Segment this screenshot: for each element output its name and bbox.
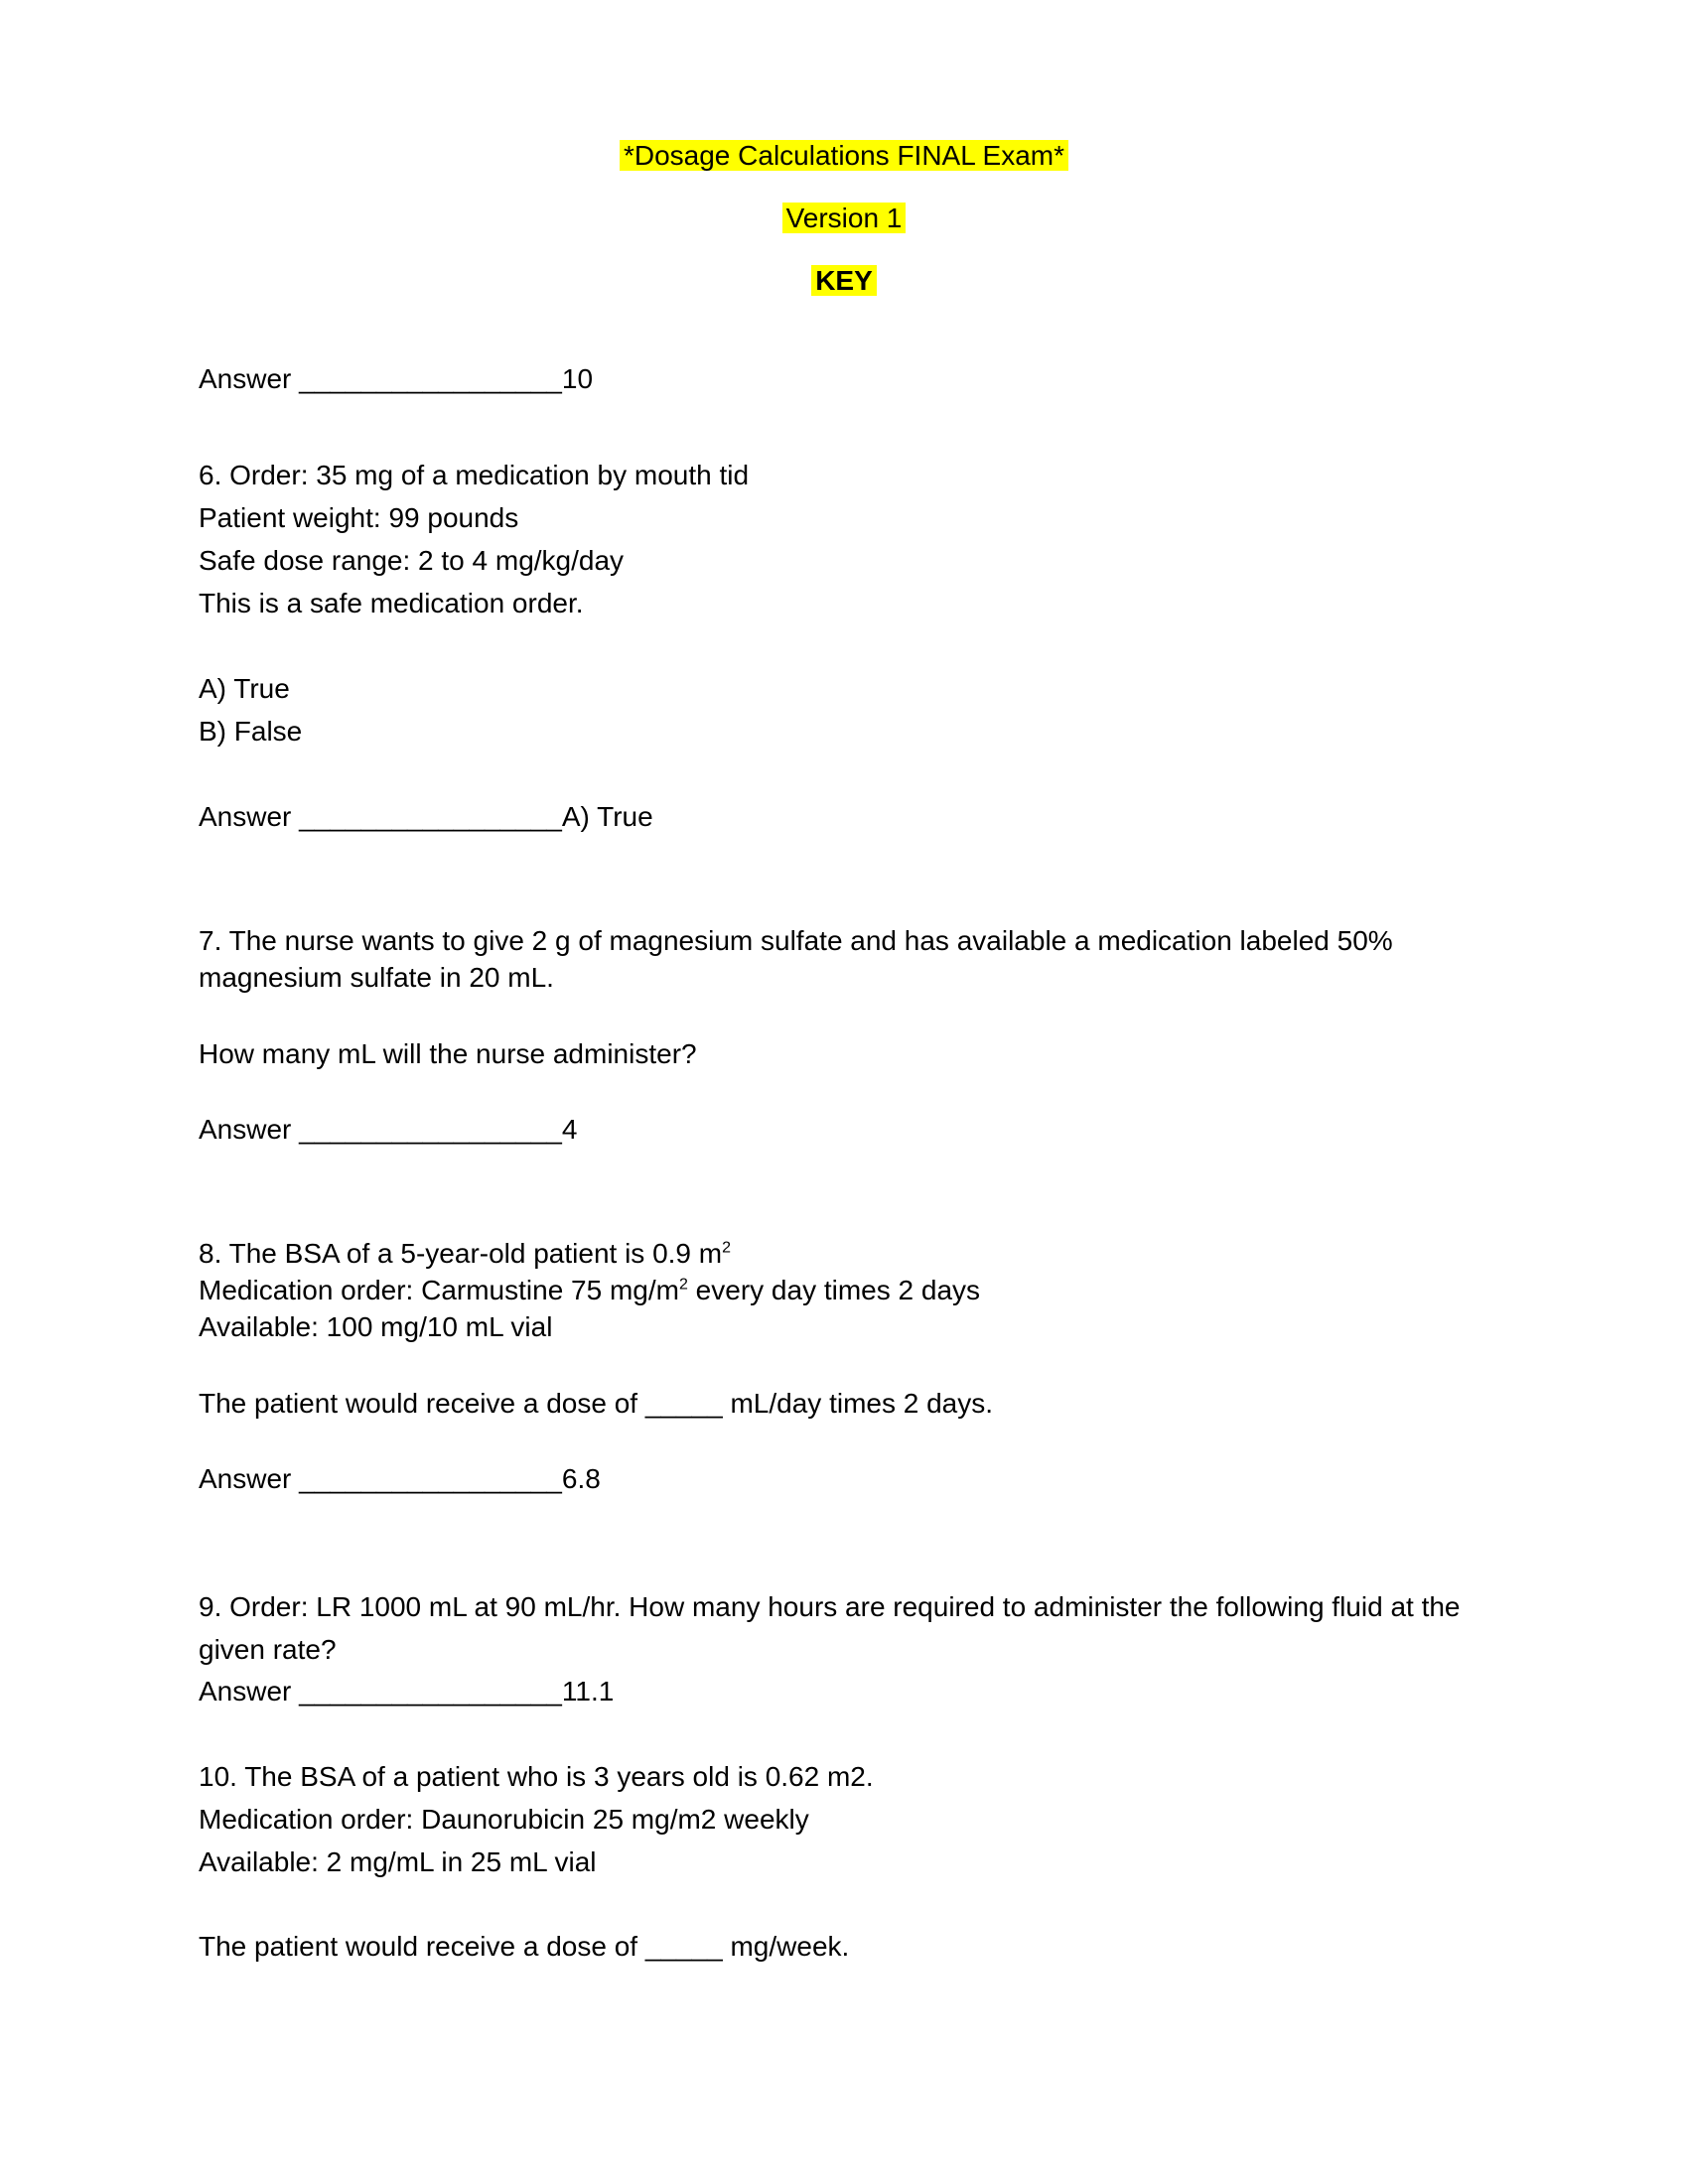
q8-available: Available: 100 mg/10 mL vial <box>199 1311 553 1342</box>
key-line <box>0 263 1688 299</box>
q6-order: 6. Order: 35 mg of a medication by mouth tid <box>199 460 750 490</box>
exam-title: *Dosage Calculations FINAL Exam* <box>620 140 1068 171</box>
q10-available: Available: 2 mg/mL in 25 mL vial <box>199 1846 597 1877</box>
q8-order <box>199 1273 980 1308</box>
exam-title-line <box>0 138 1688 174</box>
exam-version: Version 1 <box>782 203 907 233</box>
q6-option-a: A) True <box>199 673 290 704</box>
answer-q7: Answer _________________4 <box>199 1114 578 1145</box>
q6-range: Safe dose range: 2 to 4 mg/kg/day <box>199 545 625 576</box>
q8-line1-superscript: 2 <box>722 1239 732 1257</box>
q8-line1 <box>199 1236 731 1272</box>
answer-q9: Answer _________________11.1 <box>199 1676 615 1706</box>
q6-weight: Patient weight: 99 pounds <box>199 502 519 533</box>
q9-line1: 9. Order: LR 1000 mL at 90 mL/hr. How many hours are required to administer the following fluid at the <box>199 1591 1461 1622</box>
q6-option-b: B) False <box>199 716 303 747</box>
answer-q5: Answer _________________10 <box>199 363 594 394</box>
q8-order-superscript: 2 <box>678 1276 688 1294</box>
q9-line2: given rate? <box>199 1634 337 1665</box>
exam-key-label: KEY <box>811 265 877 296</box>
q7-question: How many mL will the nurse administer? <box>199 1038 697 1069</box>
q10-question: The patient would receive a dose of _____ mg/week. <box>199 1931 850 1962</box>
answer-q6: Answer _________________A) True <box>199 801 653 832</box>
q8-order-suffix: every day times 2 days <box>687 1275 981 1305</box>
q10-order: Medication order: Daunorubicin 25 mg/m2 weekly <box>199 1804 809 1835</box>
version-line <box>0 201 1688 236</box>
q7-line2: magnesium sulfate in 20 mL. <box>199 962 554 993</box>
answer-q8: Answer _________________6.8 <box>199 1463 601 1494</box>
q6-statement: This is a safe medication order. <box>199 588 584 618</box>
q8-line1-text: 8. The BSA of a 5-year-old patient is 0.9 m <box>199 1238 723 1269</box>
q7-line1: 7. The nurse wants to give 2 g of magnesium sulfate and has available a medication labeled 50% <box>199 925 1393 956</box>
q8-question: The patient would receive a dose of _____ mL/day times 2 days. <box>199 1388 994 1419</box>
q10-line1: 10. The BSA of a patient who is 3 years old is 0.62 m2. <box>199 1761 874 1792</box>
q8-order-text: Medication order: Carmustine 75 mg/m <box>199 1275 679 1305</box>
